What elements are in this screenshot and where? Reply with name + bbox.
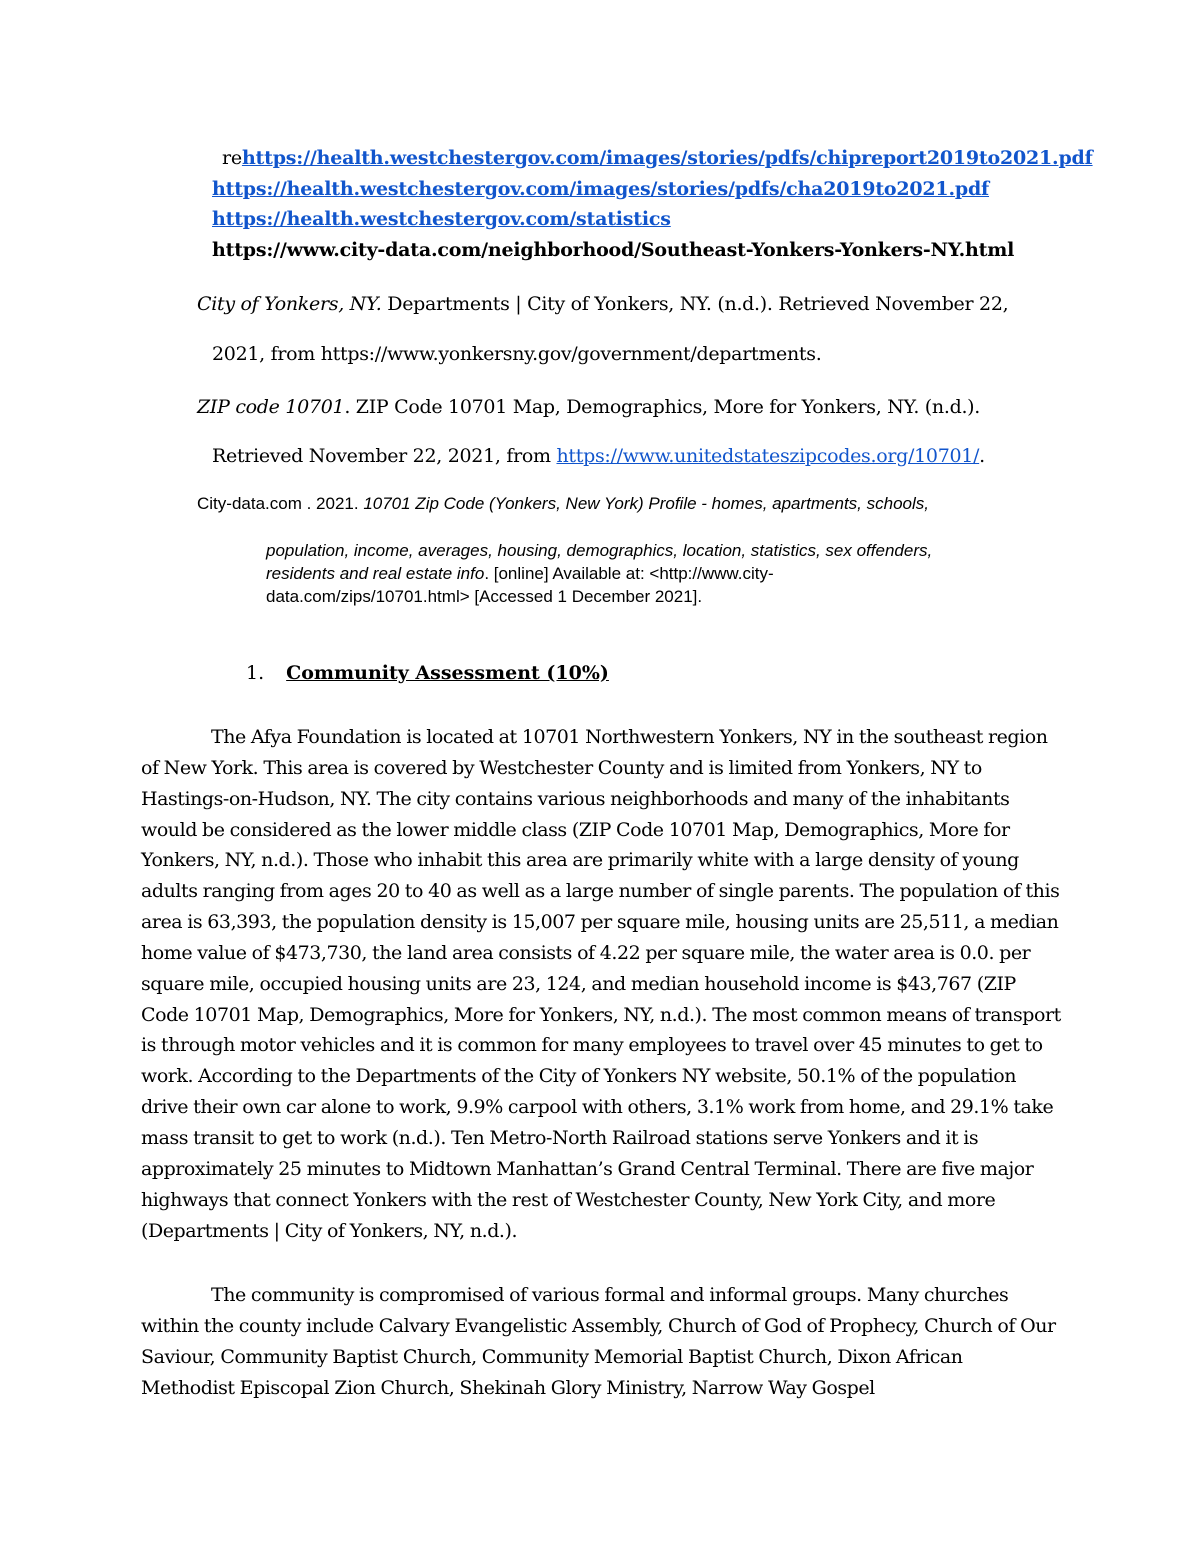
section-title: Community Assessment (10%) [286,662,609,684]
reference-2-line-2 [212,445,985,467]
cha-report-link[interactable]: https://health.westchestergov.com/images/stories/pdfs/cha2019to2021.pdf [212,178,990,200]
reference-2-retrieved: Retrieved November 22, 2021, from [212,445,557,467]
reference-3-line-3 [266,564,774,584]
reference-1-text: Departments | City of Yonkers, NY. (n.d.). Retrieved November 22, [381,293,1009,315]
reference-3-line-1 [197,494,929,514]
link-line-4: https://www.city-data.com/neighborhood/Southeast-Yonkers-Yonkers-NY.html [212,239,1015,261]
reference-2-line-1 [197,396,980,418]
link-line-1 [222,147,1093,169]
zipcodes-link[interactable]: https://www.unitedstateszipcodes.org/10701/ [556,445,980,467]
reference-2-title: ZIP code 10701 [197,396,345,418]
reference-2-period: . [979,445,985,467]
reference-3-title-part-3: residents and real estate info [266,564,485,583]
chip-report-link[interactable]: https://health.westchestergov.com/images/stories/pdfs/chipreport2019to2021.pdf [241,147,1093,169]
statistics-link[interactable]: https://health.westchestergov.com/statistics [212,208,671,230]
link-line-3 [212,208,671,230]
paragraph-community-overview: The Afya Foundation is located at 10701 Northwestern Yonkers, NY in the southeast region of New York. This area is covered by Westchester County and is limited from Yonkers, NY to Hastings-on-Hudson, NY. The city contains various neighborhoods and many of the inhabitants would be considered as the lower middle class (ZIP Code 10701 Map, Demographics, More for Yonkers, NY, n.d.). Those who inhabit this area are primarily white with a large density of young adults ranging from ages 20 to 40 as well as a large number of single parents. The population of this area is 63,393, the population density is 15,007 per square mile, housing units are 25,511, a median home value of $473,730, the land area consists of 4.22 per square mile, the water area is 0.0. per square mile, occupied housing units are 23, 124, and median household income is $43,767 (ZIP Code 10701 Map, Demographics, More for Yonkers, NY, n.d.). The most common means of transport is through motor vehicles and it is common for many employees to travel over 45 minutes to get to work. According to the Departments of the City of Yonkers NY website, 50.1% of the population drive their own car alone to work, 9.9% carpool with others, 3.1% work from home, and 29.1% take mass transit to get to work (n.d.). Ten Metro-North Railroad stations serve Yonkers and it is approximately 25 minutes to Midtown Manhattan’s Grand Central Terminal. There are five major highways that connect Yonkers with the rest of Westchester County, New York City, and more (Departments | City of Yonkers, NY, n.d.). [141,726,1061,1242]
link-line-2 [212,178,989,200]
reference-3-line-2 [266,541,932,561]
reference-1-line-2: 2021, from https://www.yonkersny.gov/government/departments. [212,343,822,365]
section-number: 1. [246,662,265,684]
reference-2-text: . ZIP Code 10701 Map, Demographics, More for Yonkers, NY. (n.d.). [344,396,981,418]
reference-3-line-4: data.com/zips/10701.html> [Accessed 1 December 2021]. [266,587,703,606]
reference-3-title-part-2: population, income, averages, housing, demographics, location, statistics, sex offenders, [266,541,933,560]
reference-3-title-part-1: 10701 Zip Code (Yonkers, New York) Profile - homes, apartments, schools, [363,494,929,513]
paragraph-community-groups: The community is compromised of various formal and informal groups. Many churches within the county include Calvary Evangelistic Assembly, Church of God of Prophecy, Church of Our Saviour, Community Baptist Church, Community Memorial Baptist Church, Dixon African Methodist Episcopal Zion Church, Shekinah Glory Ministry, Narrow Way Gospel [141,1284,1056,1399]
reference-3-source: City-data.com . 2021. [197,494,364,513]
reference-1-line-1 [197,293,1008,315]
reference-3-online: . [online] Available at: <http://www.city- [484,564,774,583]
link-line-1-prefix: re [222,147,242,169]
section-heading [246,662,609,684]
reference-1-title: City of Yonkers, NY. [197,293,382,315]
